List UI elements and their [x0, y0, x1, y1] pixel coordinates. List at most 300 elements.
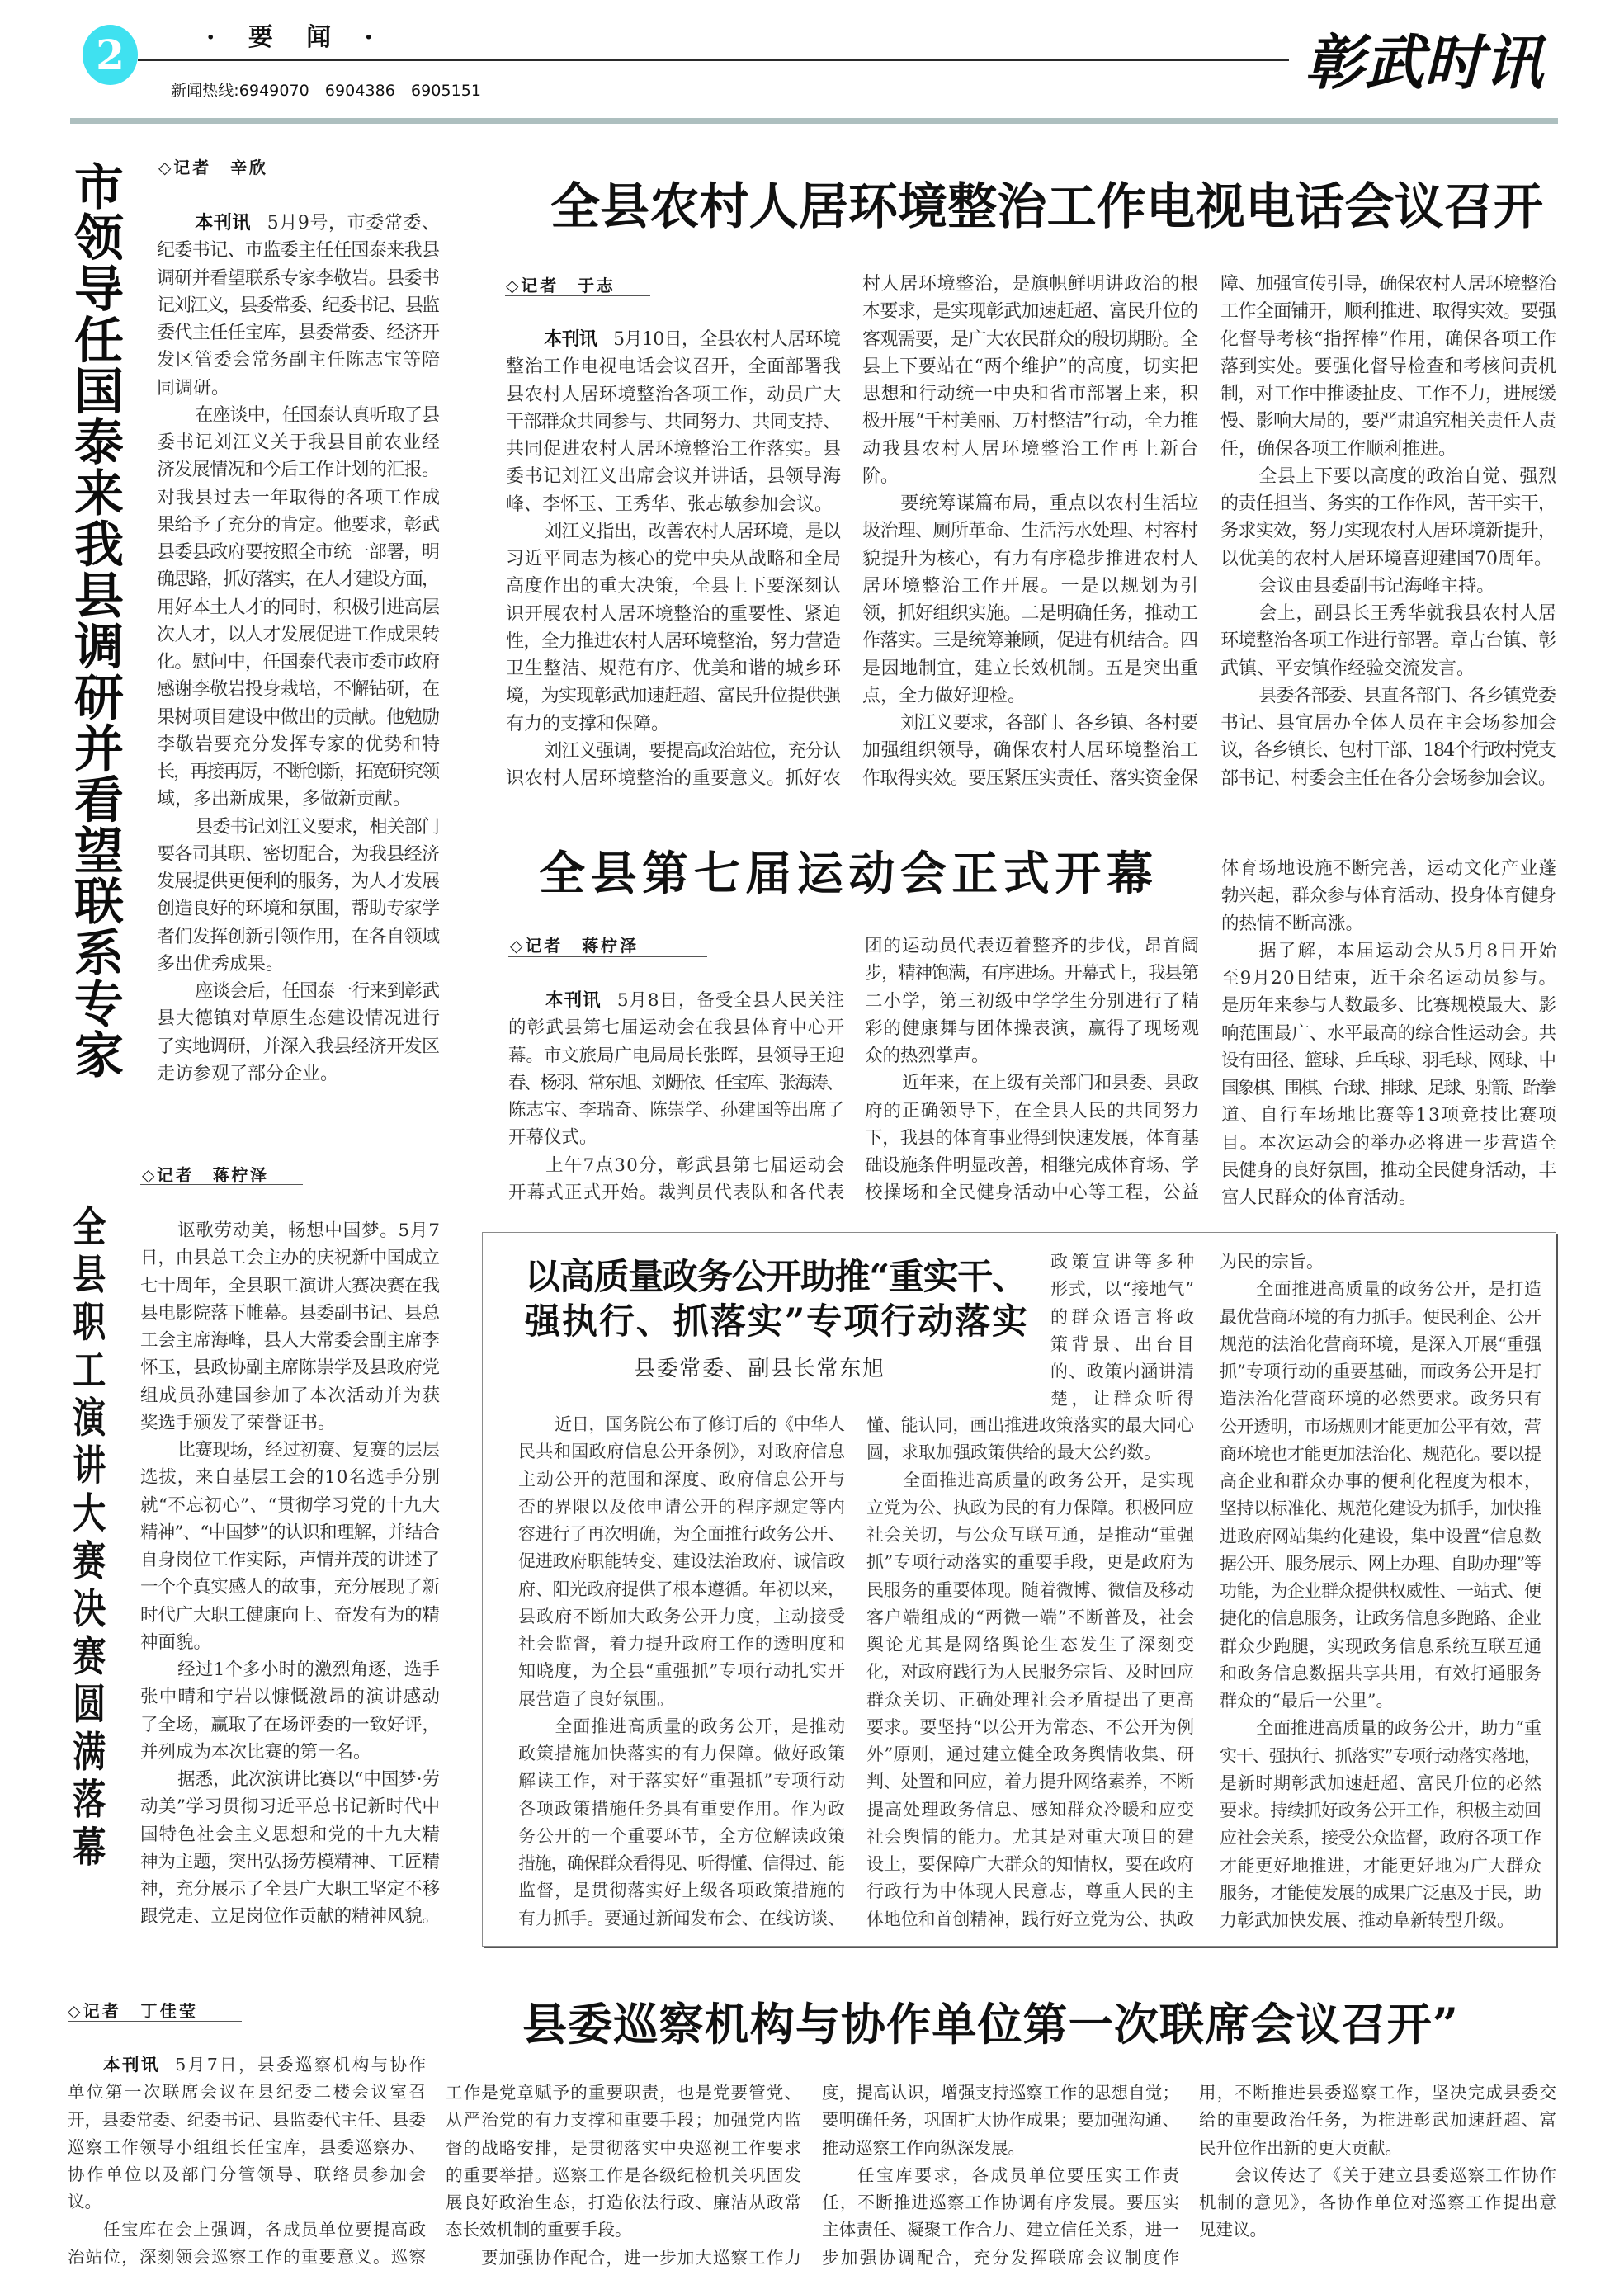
line-content: [1220, 439, 1456, 460]
line-content: [446, 2083, 802, 2103]
line-content: [140, 1385, 441, 1406]
line-text: 精神”、“中国梦”的认识和理解，并结合: [140, 1522, 440, 1543]
text-line: [1220, 1495, 1541, 1522]
line-text: 组成员孙建国参加了本次活动并为获: [140, 1385, 441, 1406]
paragraph: [140, 1766, 440, 1931]
line-content: [1256, 1718, 1541, 1738]
line-text: 各项政策措施任务具有重要作用。作为政: [518, 1798, 847, 1819]
line-content: [518, 1909, 845, 1928]
line-text: 一个个真实感人的故事，充分展现了新: [140, 1577, 440, 1598]
line-content: [140, 1824, 441, 1845]
line-content: [862, 740, 1199, 761]
line-content: [506, 714, 669, 734]
line-text: 部书记、村委会主任在各分会场参加会议。: [1220, 767, 1556, 789]
dateline-lead: 本刊讯: [103, 2055, 160, 2075]
line-content: [1220, 521, 1556, 541]
line-text: 力彰武加快发展、推动阜新转型升级。: [1220, 1910, 1514, 1930]
article-column: [506, 326, 841, 792]
text-line: [157, 319, 440, 347]
text-line: [1221, 1047, 1556, 1074]
line-content: [1220, 1883, 1541, 1903]
text-line: [866, 1467, 1194, 1494]
line-text: 政策措施加快落实的有力保障。做好政策: [518, 1744, 847, 1763]
line-content: [195, 405, 439, 426]
line-text: 态长效机制的重要手段。: [446, 2220, 632, 2240]
line-text: 据了解，本届运动会从5月8日开始: [1258, 940, 1559, 961]
line-text: 民服务的重要体现。随着微博、微信及移动: [866, 1579, 1194, 1600]
text-line: [506, 655, 841, 682]
line-text: 有力抓手。要通过新闻发布会、在线访谈、: [518, 1908, 845, 1928]
line-content: [1220, 1389, 1542, 1409]
text-line: [862, 710, 1198, 737]
line-content: [518, 1881, 846, 1900]
line-text: 要明确任务，巩固扩大协作成果；要加强沟通、: [822, 2110, 1180, 2131]
line-text: 次人才，以人才发展促进工作成果转: [157, 624, 440, 645]
line-content: [1221, 1133, 1557, 1154]
line-content: [157, 762, 438, 782]
text-line: [1220, 1824, 1541, 1852]
text-line: [862, 380, 1198, 408]
text-line: [506, 353, 841, 380]
line-text: 的热情不断高涨。: [1221, 913, 1364, 934]
line-text: 要求。要坚持“以公开为常态、不公开为例: [866, 1716, 1195, 1737]
line-content: [1050, 1362, 1195, 1381]
text-line: [862, 765, 1198, 792]
line-content: [140, 1467, 441, 1488]
text-line: [140, 1656, 440, 1683]
text-line: [1220, 1358, 1541, 1385]
line-text: 性，全力推进农村人居环境整治，努力营造: [506, 630, 841, 652]
text-line: [68, 2188, 426, 2216]
line-content: [140, 1248, 440, 1268]
line-content: [1221, 1105, 1558, 1126]
line-content: [446, 2220, 632, 2240]
paragraph: [1199, 2079, 1556, 2162]
text-line: [157, 868, 440, 895]
line-content: [1220, 1527, 1541, 1546]
text-line: [1199, 2135, 1556, 2162]
line-text: 展良好政治生态，打造依法行政、廉洁从政常: [446, 2193, 803, 2212]
text-line: [157, 539, 440, 566]
line-text: 步加强协调配合，充分发挥联席会议制度作: [822, 2247, 1182, 2268]
line-text: 彩的健康舞与团体操表演，赢得了现场观: [865, 1017, 1201, 1039]
text-line: [1199, 2162, 1556, 2189]
text-line: [1050, 1276, 1194, 1303]
line-content: [865, 1128, 1199, 1149]
line-content: [1050, 1334, 1198, 1354]
text-line: [157, 456, 440, 484]
text-line: [1221, 1102, 1559, 1129]
text-line: [1220, 627, 1556, 654]
line-text: 见建议。: [1199, 2220, 1267, 2240]
line-text: 容进行了再次明确，为全面推行政务公开、: [518, 1524, 845, 1544]
line-text: 者们发挥创新引领作用，在各自领域: [157, 926, 440, 947]
headline-text: 强执行、抓落实”专项行动落实: [525, 1301, 1029, 1343]
line-content: [1220, 1471, 1542, 1491]
line-content: [157, 625, 439, 645]
line-content: [1220, 1417, 1541, 1437]
headline-line: [525, 1303, 1027, 1341]
text-line: [140, 1437, 440, 1464]
line-content: [1258, 466, 1556, 487]
line-text: 最优营商环境的有力抓手。便民利企、公开: [1220, 1306, 1541, 1327]
text-line: [518, 1411, 845, 1438]
line-text: 圆，求取加强政策供给的最大公约数。: [866, 1442, 1161, 1463]
text-line: [1199, 2189, 1556, 2216]
article-column: [1050, 1248, 1198, 1414]
line-text: 创造良好的环境和氛围，帮助专家学: [157, 899, 440, 920]
line-text: 神面貌。: [140, 1631, 212, 1653]
line-text: 障、加强宣传引导，确保农村人居环境整治: [1220, 274, 1556, 295]
line-content: [1220, 384, 1556, 404]
text-line: [508, 1152, 844, 1179]
line-text: 县大德镇对草原生态建设情况进行: [157, 1008, 441, 1030]
text-line: [506, 601, 841, 628]
line-text: 委书记刘江义出席会议并讲话，县领导海: [506, 466, 842, 488]
line-content: [862, 686, 1026, 706]
text-line: [140, 1903, 440, 1930]
line-content: [140, 1632, 211, 1653]
line-text: 政策宣讲等多种: [1050, 1252, 1198, 1272]
line-content: [857, 2165, 1182, 2185]
line-content: [518, 1661, 846, 1681]
paragraph: [1199, 2162, 1556, 2244]
line-text: 思想和行动统一中央和省市部署上来，积: [862, 384, 1199, 404]
byline-text: ◇记者 辛欣: [158, 158, 268, 177]
line-text: 否的界限以及依申请公开的程序规定等内: [518, 1496, 847, 1517]
line-text: 神为主题，突出弘扬劳模精神、工匠精: [140, 1851, 440, 1872]
text-line: [862, 326, 1198, 353]
text-line: [506, 545, 841, 573]
line-content: [865, 1155, 1199, 1176]
line-text: 纪委书记、市监委主任任国泰来我县: [157, 240, 440, 262]
line-text: 县委各部委、县直各部门、各乡镇党委: [1258, 685, 1556, 706]
line-content: [157, 844, 439, 865]
text-line: [157, 895, 440, 923]
line-content: [508, 1046, 844, 1066]
text-line: [865, 960, 1199, 987]
line-text: 书记、县宜居办全体人员在主会场参加会: [1220, 713, 1557, 734]
paragraph: [140, 1437, 440, 1656]
text-line: [1220, 1907, 1541, 1934]
line-text: 高企业和群众办事的便利化程度为根本，: [1220, 1471, 1542, 1491]
line-text: 要加强协作配合，进一步加大巡察工作力: [481, 2247, 803, 2268]
line-text: 任，确保各项工作顺利推进。: [1220, 438, 1457, 460]
text-line: [518, 1686, 845, 1713]
line-text: 幕。市文旅局广电局局长张晖，县领导王迎: [508, 1045, 844, 1066]
text-line: [1050, 1248, 1198, 1276]
section-label: ·要闻·: [206, 23, 407, 52]
line-content: [862, 439, 1200, 460]
line-text: 解读工作，对于落实好“重强抓”专项行动: [518, 1771, 846, 1791]
line-text: 勃兴起，群众参与体育活动、投身体育健身: [1221, 885, 1556, 907]
line-text: 抓”专项行动落实的重要手段，更是政府为: [866, 1552, 1195, 1573]
line-content: [140, 1303, 440, 1324]
line-content: [1220, 1636, 1542, 1656]
text-line: [1221, 992, 1556, 1019]
text-line: [518, 1768, 845, 1795]
line-text: 巡察工作领导小组组长任宝库，县委巡察办、: [68, 2136, 427, 2157]
line-content: [866, 1881, 1195, 1901]
text-line: [68, 2079, 426, 2106]
line-content: [140, 1742, 371, 1763]
line-text: 群众少跑腿，实现政务信息系统互联互通: [1220, 1636, 1542, 1656]
line-content: [518, 1470, 846, 1489]
line-text: 会议传达了《关于建立县委巡察工作协作: [1235, 2164, 1558, 2185]
line-text: 立党为公、执政为民的有力保障。积极回应: [866, 1497, 1194, 1518]
text-line: [140, 1793, 440, 1820]
line-text: 任宝库在会上强调，各成员单位要提高政: [103, 2219, 427, 2240]
text-line: [518, 1603, 845, 1631]
text-line: [157, 566, 440, 593]
text-line: [862, 627, 1198, 654]
line-content: [157, 569, 438, 590]
line-text: 选拔，来自基层工会的10名选手分别: [140, 1467, 441, 1489]
line-content: [1220, 1828, 1541, 1848]
line-text: 并列成为本次比赛的第一名。: [140, 1741, 371, 1763]
text-line: [1221, 1020, 1556, 1047]
paragraph: [157, 814, 440, 979]
article-column: [140, 1217, 440, 1931]
text-line: [140, 1848, 440, 1876]
text-line: [157, 484, 440, 512]
text-line: [862, 682, 1198, 710]
text-line: [1220, 1660, 1541, 1687]
line-content: [140, 1687, 441, 1707]
line-text: 措施，确保群众看得见、听得懂、信得过、能: [518, 1853, 844, 1873]
line-content: [865, 1046, 989, 1066]
text-line: [1220, 1276, 1541, 1303]
text-line: [518, 1521, 845, 1548]
text-line: [862, 298, 1198, 325]
article-column: [1221, 855, 1559, 1211]
header-bar: [70, 118, 1558, 124]
line-content: [157, 1008, 441, 1029]
text-line: [157, 210, 440, 237]
line-text: 上午7点30分，彰武县第七届运动会: [545, 1154, 846, 1176]
text-line: [866, 1741, 1194, 1768]
line-content: [518, 1607, 846, 1626]
text-line: [1220, 1770, 1541, 1797]
line-text: 会上，副县长王秀华就我县农村人居: [1258, 603, 1557, 624]
line-content: [518, 1634, 846, 1654]
page-number-badge: [83, 25, 138, 85]
line-text: 规范的法治化营商环境，是深入开展“重强: [1220, 1333, 1542, 1354]
line-content: [1258, 686, 1556, 706]
text-line: [157, 621, 440, 649]
line-text: 础设施条件明显改善，相继完成体育场、学: [865, 1155, 1199, 1176]
line-text: 形式，以“接地气”: [1050, 1279, 1195, 1300]
line-content: [555, 1716, 846, 1736]
line-content: [518, 1551, 845, 1571]
text-line: [862, 353, 1198, 380]
line-text: 讴歌劳动美，畅想中国梦。5月7: [177, 1220, 441, 1241]
text-line: [866, 1687, 1194, 1714]
text-line: [1220, 1578, 1541, 1605]
line-content: [1199, 2193, 1558, 2212]
dateline-lead: 本刊讯: [195, 213, 251, 234]
article-column: [508, 987, 844, 1206]
text-line: [157, 814, 440, 841]
line-text: 造法治化营商环境的必然要求。政务只有: [1220, 1389, 1542, 1409]
line-content: [140, 1906, 440, 1927]
line-text: 县电影院落下帷幕。县委副书记、县总: [140, 1302, 440, 1324]
line-text: 经过1个多小时的激烈角逐，选手: [177, 1659, 441, 1680]
text-line: [822, 2135, 1179, 2162]
line-text: 确思路，抓好落实，在人才建设方面，: [157, 569, 439, 591]
byline-underline: [508, 956, 707, 957]
line-content: [506, 439, 842, 460]
line-content: [1050, 1252, 1198, 1272]
line-content: [865, 1182, 1200, 1203]
line-content: [518, 1771, 846, 1791]
line-text: 的群众语言将政: [1050, 1306, 1198, 1327]
line-text: 习近平同志为核心的党中央从战略和全局: [506, 549, 842, 569]
line-text: 果给予了充分的肯定。他要求，彰武: [157, 514, 440, 536]
paragraph: [1221, 855, 1556, 937]
text-line: [822, 2189, 1179, 2216]
text-line: [866, 1851, 1194, 1878]
line-content: [518, 1799, 846, 1819]
line-content: [1220, 329, 1557, 350]
line-text: 富人民群众的体育活动。: [1221, 1187, 1417, 1208]
line-text: 化，对政府践行为人民服务宗旨、及时回应: [866, 1662, 1194, 1683]
text-line: [140, 1382, 440, 1409]
text-line: [866, 1577, 1194, 1604]
line-content: [862, 466, 899, 487]
line-content: [481, 2248, 802, 2268]
line-content: [140, 1522, 439, 1543]
line-text: 居环境整治工作开展。一是以规划为引: [862, 575, 1201, 597]
line-content: [177, 1769, 440, 1790]
headline-line: [525, 1258, 1027, 1296]
line-content: [68, 2192, 102, 2211]
text-line: [1221, 1184, 1556, 1211]
paragraph: [157, 978, 440, 1088]
text-line: [1220, 1633, 1541, 1660]
text-line: [1220, 1441, 1541, 1468]
text-line: [1220, 710, 1556, 737]
text-line: [1050, 1385, 1198, 1413]
line-content: [518, 1442, 845, 1461]
line-content: [508, 1182, 845, 1203]
text-line: [506, 573, 841, 600]
line-text: 以优美的农村人居环境喜迎建国70周年。: [1220, 548, 1552, 569]
text-line: [446, 2189, 801, 2216]
paragraph: [866, 1467, 1197, 1933]
line-text: 是新时期彰武加速赶超、富民升位的必然: [1220, 1772, 1542, 1793]
text-line: [1220, 380, 1556, 408]
line-content: [518, 1744, 846, 1763]
text-line: [865, 1179, 1199, 1206]
text-line: [862, 655, 1198, 682]
text-line: [865, 1069, 1199, 1097]
text-line: [862, 490, 1198, 517]
line-content: [195, 981, 439, 1002]
line-content: [1220, 493, 1556, 514]
line-content: [900, 713, 1197, 734]
line-content: [1258, 576, 1494, 597]
text-line: [866, 1824, 1194, 1851]
text-line: [446, 2107, 801, 2134]
byline-underline: [140, 1184, 303, 1185]
text-line: [1050, 1358, 1194, 1385]
text-line: [862, 463, 1198, 490]
text-line: [865, 932, 1199, 960]
line-content: [103, 2220, 427, 2240]
line-text: 从严治党的有力支撑和重要手段；加强党内监: [446, 2110, 803, 2131]
text-line: [866, 1796, 1194, 1824]
text-line: [866, 1604, 1194, 1631]
article-column: [822, 2079, 1182, 2272]
text-line: [866, 1659, 1194, 1686]
line-content: [1220, 740, 1555, 761]
text-line: [508, 987, 844, 1014]
line-text: 自身岗位工作实际，声情并茂的讲述了: [140, 1550, 440, 1570]
line-text: 要求。持续抓好政务公开工作，积极主动回: [1220, 1801, 1541, 1820]
line-text: 长，再接再厉，不断创新，拓宽研究领: [157, 762, 439, 782]
text-line: [68, 2244, 426, 2271]
text-line: [140, 1683, 440, 1711]
line-content: [506, 576, 842, 597]
text-line: [68, 2051, 426, 2079]
line-content: [862, 658, 1199, 679]
line-content: [1199, 2138, 1402, 2158]
line-content: [157, 240, 439, 261]
line-content: [506, 385, 842, 405]
line-text: 捷化的信息服务，让政务信息多跑路、企业: [1220, 1608, 1541, 1629]
line-content: [822, 2110, 1179, 2130]
line-content: [157, 295, 438, 316]
text-line: [1220, 1331, 1541, 1358]
line-text: 体地位和首创精神，践行好立党为公、执政: [866, 1909, 1194, 1929]
text-line: [518, 1877, 845, 1905]
line-text: 外”原则，通过建立健全政务舆情收集、研: [866, 1744, 1195, 1764]
line-text: 刘江义要求，各部门、各乡镇、各村要: [900, 713, 1198, 734]
line-text: 公开透明，市场规则才能更加公平有效，营: [1220, 1416, 1541, 1437]
line-content: [1220, 1910, 1514, 1930]
text-line: [518, 1740, 845, 1768]
line-text: 同调研。: [157, 377, 230, 399]
text-line: [140, 1766, 440, 1793]
line-text: 共同促进农村人居环境整治工作落实。县: [506, 439, 842, 460]
line-content: [157, 432, 441, 453]
text-line: [1220, 298, 1556, 325]
headline-text: 县委巡察机构与协作单位第一次联席会议召开”: [522, 1998, 1460, 2051]
text-line: [157, 1033, 440, 1060]
line-text: 工会主席海峰，县人大常委会副主席李: [140, 1330, 440, 1351]
line-text: 多出优秀成果。: [157, 953, 285, 975]
line-text: 下，我县的体育事业得到快速发展，体育基: [865, 1127, 1199, 1149]
line-content: [1220, 549, 1552, 569]
line-text: 用，不断推进县委巡察工作，坚决完成县委交: [1199, 2083, 1558, 2103]
paragraph: [506, 738, 841, 793]
line-content: [157, 871, 439, 892]
line-text: 抓”专项行动的重要基础，而政务公开是打: [1220, 1362, 1542, 1381]
line-content: [1235, 2165, 1557, 2185]
line-text: 记刘江义，县委常委、纪委书记、县监: [157, 295, 439, 316]
line-text: 阶。: [862, 465, 899, 487]
line-text: 国特色社会主义思想和党的十九大精: [140, 1824, 441, 1845]
line-text: 发区管委会常务副主任陈志宝等陪: [157, 350, 441, 371]
line-text: 感谢李敬岩投身栽培，不懈钻研，在: [157, 679, 440, 701]
text-line: [1220, 737, 1556, 764]
hotline-text: 新闻热线:6949070 6904386 6905151: [171, 82, 482, 100]
text-line: [1220, 1551, 1541, 1578]
line-text: 实干、强执行、抓落实”专项行动落实落地，: [1220, 1745, 1541, 1766]
line-content: [865, 991, 1200, 1012]
line-text: 发展提供更便利的服务，为人才发展: [157, 871, 440, 892]
